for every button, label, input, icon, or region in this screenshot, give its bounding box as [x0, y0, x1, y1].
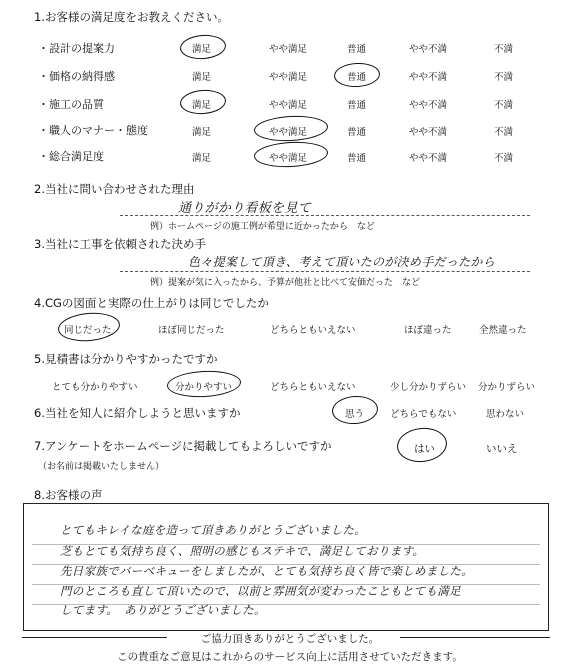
- option-manzoku[interactable]: 満足: [192, 72, 212, 83]
- selection-circle: [333, 62, 380, 88]
- selection-circle: [166, 369, 241, 399]
- option-sukoshi-wakarizurai[interactable]: 少し分かりずらい: [390, 382, 467, 393]
- q3-example: 例）提案が気に入ったから、予算が他社と比べて安価だった など: [150, 278, 421, 288]
- option-manzoku[interactable]: 満足: [192, 44, 212, 55]
- answer-line: [120, 271, 530, 272]
- option-yaya-fuman[interactable]: やや不満: [409, 127, 448, 138]
- q2-example: 例）ホームページの施工例が希望に近かったから など: [150, 222, 375, 232]
- voice-line: とてもキレイな庭を造って頂きありがとうございました。: [60, 523, 367, 537]
- selection-circle: [253, 140, 328, 169]
- selection-circle: [179, 33, 227, 60]
- q7-note: （お名前は掲載いたしません）: [38, 462, 165, 472]
- selection-circle: [57, 310, 121, 343]
- q7-title: 7.アンケートをホームページに掲載してもよろしいですか: [34, 439, 332, 453]
- option-onaji[interactable]: 同じだった: [64, 325, 112, 336]
- option-fuman[interactable]: 不満: [494, 127, 514, 138]
- selection-circle: [395, 425, 448, 464]
- voice-line: 先日家族でバーベキューをしましたが、とても気持ち良く皆で楽しめました。: [60, 564, 473, 578]
- option-futsuu[interactable]: 普通: [347, 127, 367, 138]
- option-hai[interactable]: はい: [414, 443, 435, 455]
- answer-line: [120, 215, 530, 216]
- selection-circle: [253, 114, 328, 143]
- q1-row-label: ・設計の提案力: [38, 42, 115, 55]
- option-fuman[interactable]: 不満: [494, 100, 514, 111]
- option-yaya-fuman[interactable]: やや不満: [409, 100, 448, 111]
- option-yaya-manzoku[interactable]: やや満足: [269, 44, 308, 55]
- option-totemo-wakariyasui[interactable]: とても分かりやすい: [52, 382, 138, 393]
- selection-circle: [331, 394, 379, 425]
- q1-row-label: ・価格の納得感: [38, 70, 115, 83]
- option-yaya-fuman[interactable]: やや不満: [409, 72, 448, 83]
- option-omou[interactable]: 思う: [345, 409, 365, 420]
- q3-answer[interactable]: 色々提案して頂き、考えて頂いたのが決め手だったから: [188, 255, 496, 269]
- q3-title: 3.当社に工事を依頼された決め手: [34, 237, 206, 251]
- option-yaya-manzoku[interactable]: やや満足: [269, 100, 308, 111]
- option-fuman[interactable]: 不満: [494, 44, 514, 55]
- option-fuman[interactable]: 不満: [494, 153, 514, 164]
- option-futsuu[interactable]: 普通: [347, 153, 367, 164]
- option-manzoku[interactable]: 満足: [192, 100, 212, 111]
- option-yaya-manzoku[interactable]: やや満足: [269, 153, 308, 164]
- option-wakarizurai[interactable]: 分かりずらい: [478, 382, 536, 393]
- option-yaya-manzoku[interactable]: やや満足: [269, 72, 308, 83]
- q2-answer[interactable]: 通りがかり看板を見て: [178, 201, 312, 216]
- option-fuman[interactable]: 不満: [494, 72, 514, 83]
- option-hobo-onaji[interactable]: ほぼ同じだった: [158, 325, 225, 336]
- option-yaya-fuman[interactable]: やや不満: [409, 153, 448, 164]
- footer-note: この貴重なご意見はこれからのサービス向上に活用させていただきます。: [117, 651, 463, 663]
- option-dochiratomo[interactable]: どちらともいえない: [270, 325, 356, 336]
- q1-row-label: ・施工の品質: [38, 98, 104, 111]
- q2-title: 2.当社に問い合わせされた理由: [34, 182, 195, 196]
- option-dochiratomo[interactable]: どちらともいえない: [270, 382, 356, 393]
- option-dochiradenai[interactable]: どちらでもない: [390, 409, 457, 420]
- option-futsuu[interactable]: 普通: [347, 72, 367, 83]
- option-manzoku[interactable]: 満足: [192, 127, 212, 138]
- option-iie[interactable]: いいえ: [486, 443, 518, 455]
- q1-row-label: ・総合満足度: [38, 150, 104, 163]
- q1-row-label: ・職人のマナー・態度: [38, 124, 148, 137]
- option-manzoku[interactable]: 満足: [192, 153, 212, 164]
- option-wakariyasui[interactable]: 分かりやすい: [175, 382, 233, 393]
- footer-thanks: ご協力頂きありがとうございました。: [200, 633, 380, 645]
- voice-line: 芝もとても気持ち良く、照明の感じもステキで、満足しております。: [60, 544, 425, 558]
- voice-line: 門のところも直して頂いたので、以前と雰囲気が変わったこともとても満足: [60, 584, 461, 598]
- option-yaya-manzoku[interactable]: やや満足: [269, 127, 308, 138]
- option-hobo-chigatta[interactable]: ほぼ違った: [404, 325, 452, 336]
- q8-title: 8.お客様の声: [34, 488, 103, 502]
- q1-title: 1.お客様の満足度をお教えください。: [34, 10, 229, 24]
- voice-line: してます。 ありがとうございました。: [60, 603, 266, 617]
- option-zenzen-chigatta[interactable]: 全然違った: [479, 325, 527, 336]
- q4-title: 4.CGの図面と実際の仕上がりは同じでしたか: [34, 296, 269, 310]
- q6-title: 6.当社を知人に紹介しようと思いますか: [34, 406, 241, 420]
- selection-circle: [179, 88, 227, 115]
- option-yaya-fuman[interactable]: やや不満: [409, 44, 448, 55]
- q5-title: 5.見積書は分かりやすかったですか: [34, 352, 218, 366]
- option-futsuu[interactable]: 普通: [347, 100, 367, 111]
- option-futsuu[interactable]: 普通: [347, 44, 367, 55]
- option-omowanai[interactable]: 思わない: [486, 409, 525, 420]
